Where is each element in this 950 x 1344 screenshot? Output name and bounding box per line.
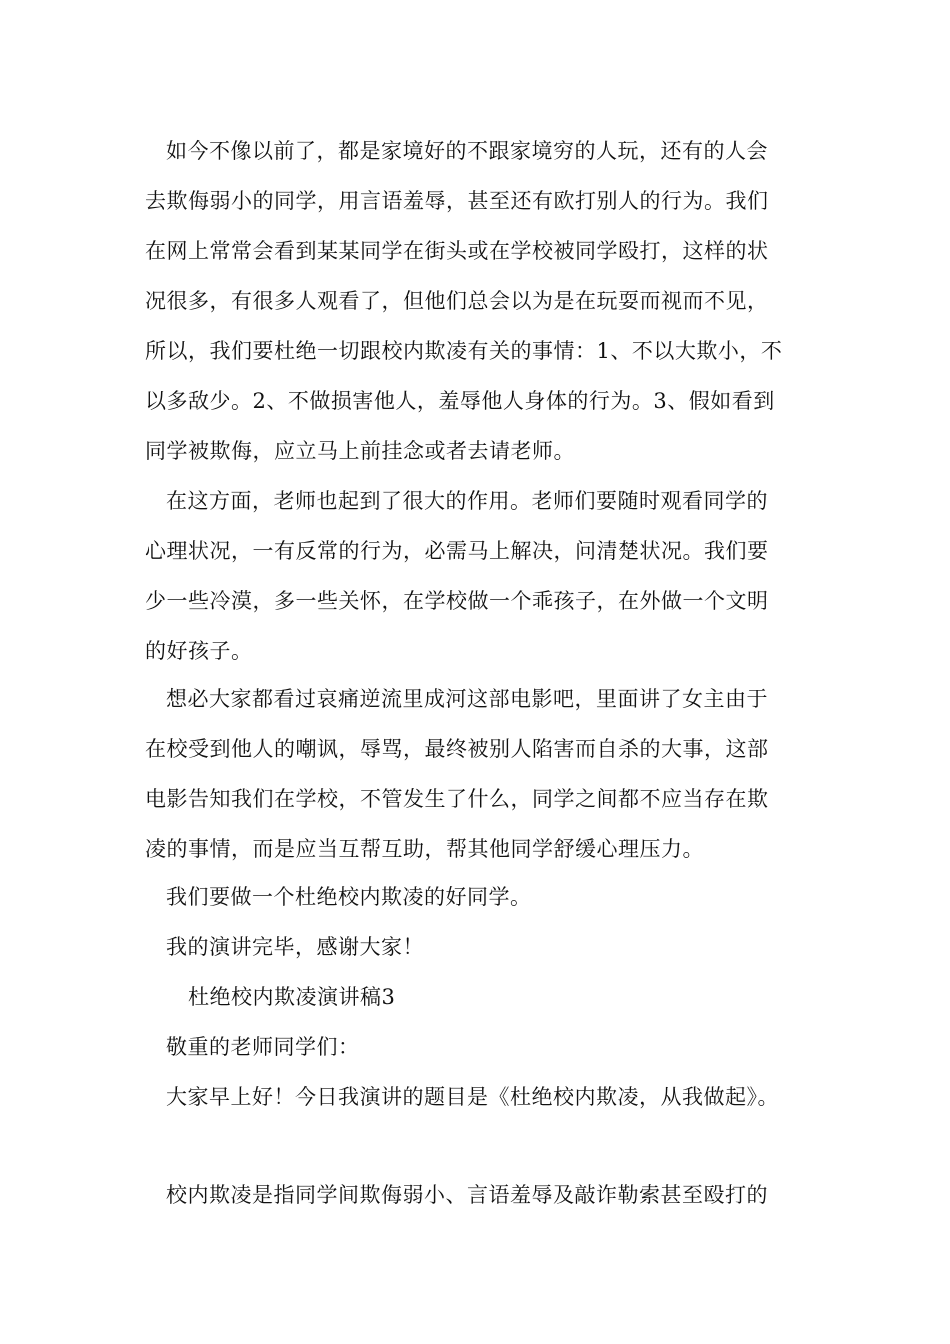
paragraph-line: 心理状况，一有反常的行为，必需马上解决，问清楚状况。我们要 (145, 539, 769, 563)
paragraph-line: 所以，我们要杜绝一切跟校内欺凌有关的事情：1、不以大欺小，不 (145, 339, 783, 363)
paragraph-line: 在这方面，老师也起到了很大的作用。老师们要随时观看同学的 (166, 489, 768, 513)
paragraph-line: 想必大家都看过哀痛逆流里成河这部电影吧，里面讲了女主由于 (166, 687, 768, 711)
paragraph-line: 校内欺凌是指同学间欺侮弱小、言语羞辱及敲诈勒索甚至殴打的 (166, 1183, 768, 1207)
paragraph-line: 电影告知我们在学校，不管发生了什么，同学之间都不应当存在欺 (145, 787, 769, 811)
salutation: 敬重的老师同学们： (166, 1035, 360, 1059)
paragraph-line: 的好孩子。 (145, 639, 253, 663)
paragraph-line: 我的演讲完毕，感谢大家！ (166, 935, 424, 959)
paragraph-line: 在校受到他人的嘲讽，辱骂，最终被别人陷害而自杀的大事，这部 (145, 737, 769, 761)
paragraph-line: 在网上常常会看到某某同学在街头或在学校被同学殴打，这样的状 (145, 239, 769, 263)
paragraph-line: 以多敌少。2、不做损害他人，羞辱他人身体的行为。3、假如看到 (145, 389, 775, 413)
section-title: 杜绝校内欺凌演讲稿3 (188, 985, 396, 1009)
paragraph-line: 大家早上好！今日我演讲的题目是《杜绝校内欺凌，从我做起》。 (166, 1085, 779, 1109)
paragraph-line: 少一些冷漠，多一些关怀，在学校做一个乖孩子，在外做一个文明 (145, 589, 769, 613)
paragraph-line: 况很多，有很多人观看了，但他们总会以为是在玩耍而视而不见， (145, 289, 769, 313)
paragraph-line: 去欺侮弱小的同学，用言语羞辱，甚至还有欧打别人的行为。我们 (145, 189, 769, 213)
paragraph-line: 我们要做一个杜绝校内欺凌的好同学。 (166, 885, 532, 909)
paragraph-line: 同学被欺侮，应立马上前挂念或者去请老师。 (145, 439, 575, 463)
paragraph-line: 凌的事情，而是应当互帮互助，帮其他同学舒缓心理压力。 (145, 837, 704, 861)
paragraph-line: 如今不像以前了，都是家境好的不跟家境穷的人玩，还有的人会 (166, 139, 768, 163)
